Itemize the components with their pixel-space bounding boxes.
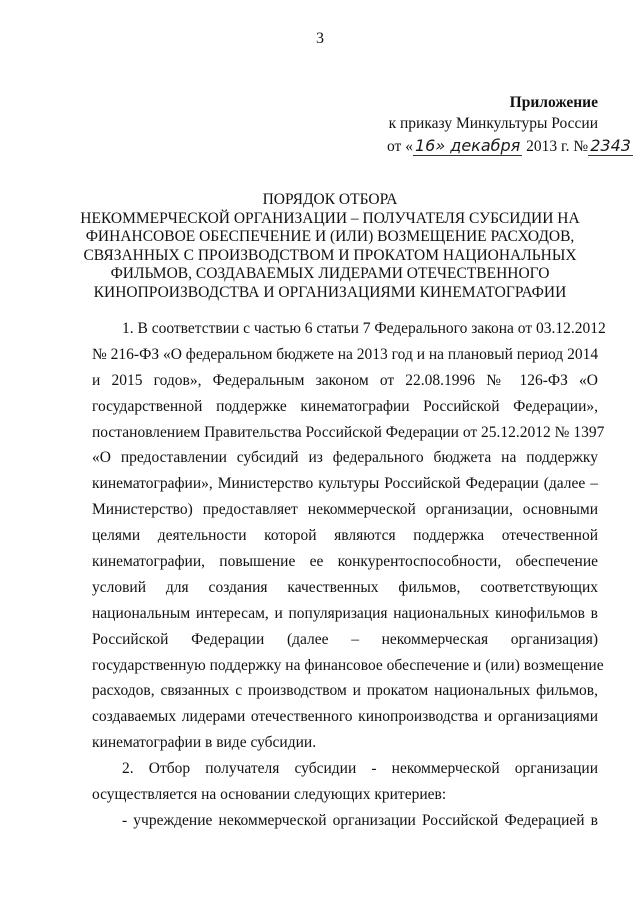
text-line: целями деятельности которой являются поддержка отечественной <box>92 527 598 545</box>
page-number: 3 <box>316 30 324 47</box>
text-line: создаваемых лидерами отечественного кинопроизводства и организациями <box>92 708 598 726</box>
text-line: расходов, связанных с производством и прокатом национальных фильмов, <box>92 682 598 700</box>
appendix-subtitle: к приказу Минкультуры России <box>388 115 598 132</box>
document-body <box>92 316 606 834</box>
text-line: кинематографии в виде субсидии. <box>92 734 317 752</box>
handwritten-order-number: 2343 <box>590 136 631 155</box>
text-line: № 216-ФЗ «О федеральном бюджете на 2013 год и на плановый период 2014 <box>92 345 599 363</box>
order-reference <box>387 136 631 156</box>
paragraph-1 <box>92 316 606 756</box>
order-year: 2013 г. № <box>526 138 589 155</box>
text-line: государственной поддержке кинематографии Российской Федерации», <box>92 397 598 415</box>
text-line: Министерство) предоставляет некоммерческой организации, основными <box>92 501 598 519</box>
appendix-title: Приложение <box>509 94 598 111</box>
paragraph-3 <box>92 808 598 834</box>
document-title <box>60 191 600 302</box>
text-line: условий для создания качественных фильмов, соответствующих <box>92 578 598 596</box>
handwritten-date: 16» декабря <box>414 136 521 155</box>
title-line: СВЯЗАННЫХ С ПРОИЗВОДСТВОМ И ПРОКАТОМ НАЦИОНАЛЬНЫХ <box>83 246 577 264</box>
text-line: кинематографии», Министерство культуры Российской Федерации (далее – <box>92 475 598 493</box>
appendix-header <box>338 92 598 134</box>
text-line: 1. В соответствии с частью 6 статьи 7 Федерального закона от 03.12.2012 <box>122 320 606 337</box>
text-line: - учреждение некоммерческой организации Российской Федерацией в <box>122 811 598 829</box>
text-line: постановлением Правительства Российской Федерации от 25.12.2012 № 1397 <box>92 423 605 441</box>
text-line: и 2015 годов», Федеральным законом от 22.08.1996 № 126-ФЗ «О <box>92 371 598 389</box>
paragraph-2 <box>92 756 598 808</box>
title-line: НЕКОММЕРЧЕСКОЙ ОРГАНИЗАЦИИ – ПОЛУЧАТЕЛЯ СУБСИДИИ НА <box>80 209 580 227</box>
text-line: 2. Отбор получателя субсидии - некоммерческой организации <box>122 760 598 778</box>
text-line: Российской Федерации (далее – некоммерческая организация) <box>92 630 598 648</box>
text-line: осуществляется на основании следующих критериев: <box>92 786 447 804</box>
title-line: ФИЛЬМОВ, СОЗДАВАЕМЫХ ЛИДЕРАМИ ОТЕЧЕСТВЕННОГО <box>110 265 550 282</box>
order-prefix: от « <box>387 138 413 155</box>
text-line: кинематографии, повышение ее конкурентоспособности, обеспечение <box>92 553 598 571</box>
text-line: национальным интересам, и популяризация национальных кинофильмов в <box>92 604 598 622</box>
title-line: КИНОПРОИЗВОДСТВА И ОРГАНИЗАЦИЯМИ КИНЕМАТОГРАФИИ <box>93 283 567 301</box>
title-line: ПОРЯДОК ОТБОРА <box>262 191 398 208</box>
text-line: государственную поддержку на финансовое обеспечение и (или) возмещение <box>92 656 604 674</box>
text-line: «О предоставлении субсидий из федерального бюджета на поддержку <box>92 449 598 467</box>
title-line: ФИНАНСОВОЕ ОБЕСПЕЧЕНИЕ И (ИЛИ) ВОЗМЕЩЕНИЕ РАСХОДОВ, <box>85 228 575 245</box>
